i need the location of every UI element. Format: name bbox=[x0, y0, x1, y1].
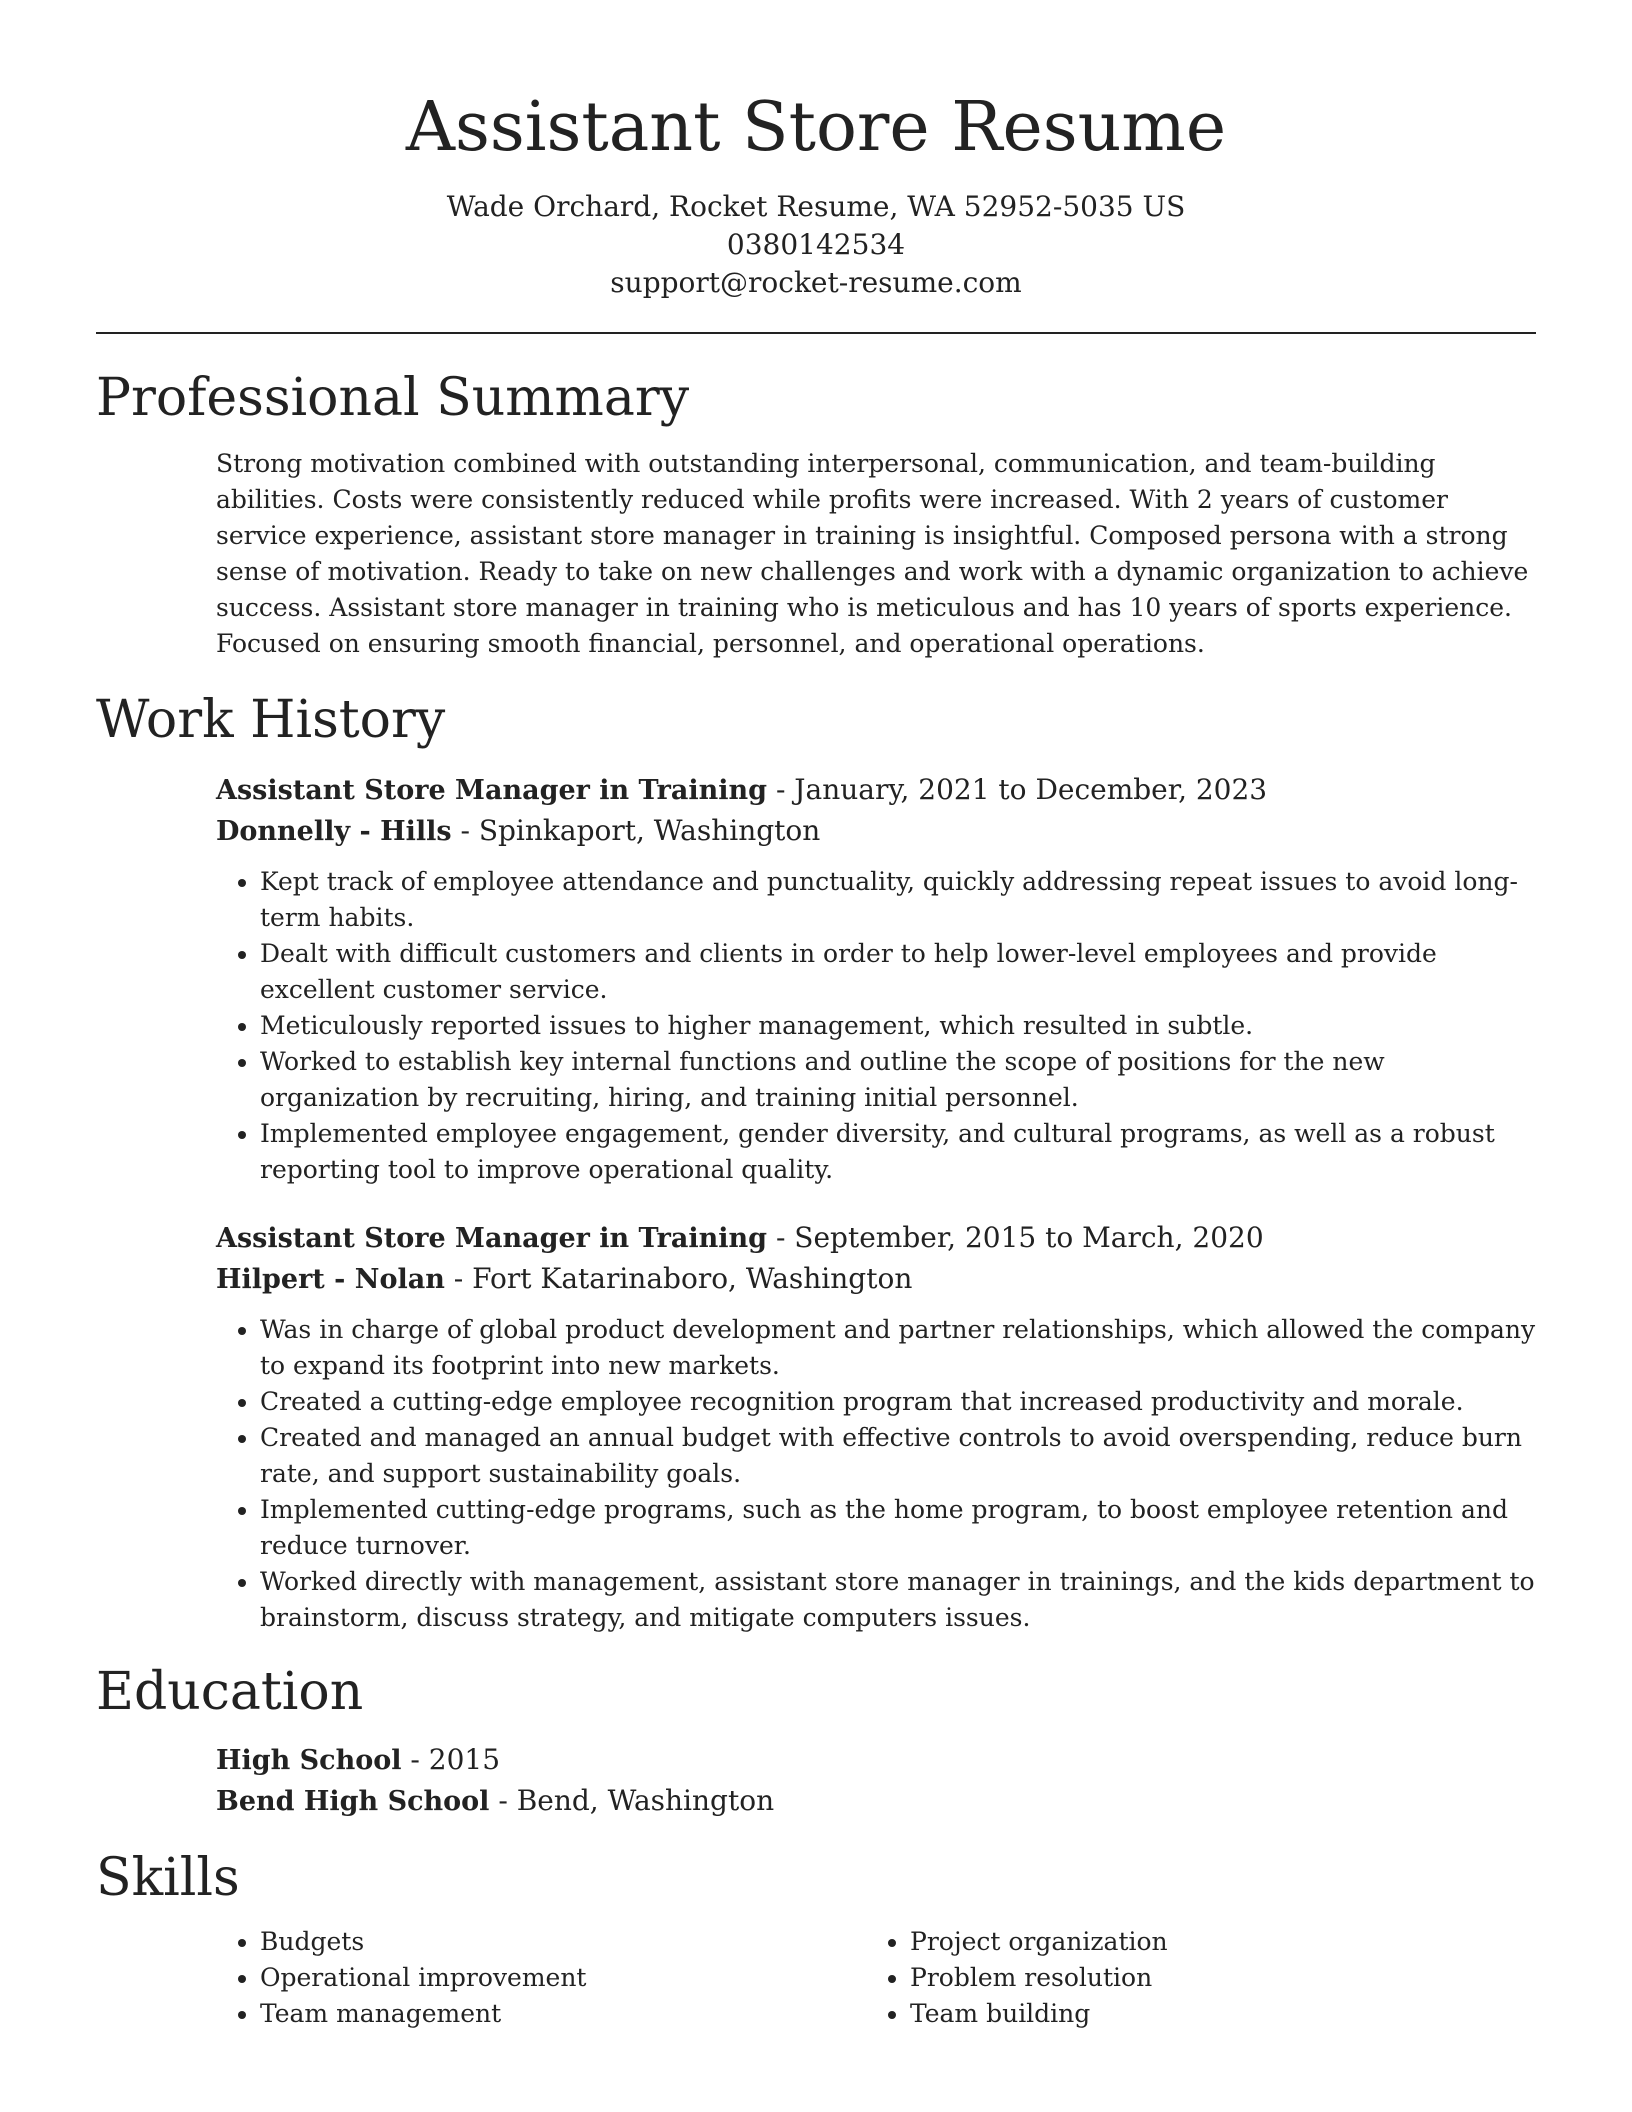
job-bullet: • Meticulously reported issues to higher management, which resulted in subtle. bbox=[260, 1008, 1536, 1044]
job-bullet: • Was in charge of global product development and partner relationships, which allowed the company to expand its footprint into new markets. bbox=[260, 1312, 1536, 1384]
skills-section bbox=[96, 1924, 1536, 2032]
job-bullet: • Created and managed an annual budget with effective controls to avoid overspending, reduce burn rate, and support sustainability goals. bbox=[260, 1420, 1536, 1492]
job-title: Assistant Store Manager in Training bbox=[216, 1223, 768, 1254]
skill-item: • Team management bbox=[260, 1996, 866, 2032]
job-company: Donnelly - Hills bbox=[216, 816, 452, 847]
job-entry bbox=[216, 770, 1536, 1188]
education-degree-line bbox=[216, 1740, 1536, 1781]
education-school: Bend High School bbox=[216, 1786, 490, 1817]
skill-item: • Budgets bbox=[260, 1924, 866, 1960]
contact-phone: 0380142534 bbox=[726, 228, 906, 261]
job-dates: - September, 2015 to March, 2020 bbox=[767, 1221, 1264, 1254]
skills-column-left bbox=[216, 1924, 866, 2032]
skill-item: • Operational improvement bbox=[260, 1960, 866, 1996]
job-location: - Fort Katarinaboro, Washington bbox=[444, 1262, 913, 1295]
job-bullet: • Worked to establish key internal functions and outline the scope of positions for the new organization by recruiting, hiring, and training initial personnel. bbox=[260, 1044, 1536, 1116]
skills-grid bbox=[216, 1924, 1536, 2032]
skill-item: • Problem resolution bbox=[910, 1960, 1516, 1996]
education-degree: High School bbox=[216, 1745, 402, 1776]
skill-item: • Project organization bbox=[910, 1924, 1516, 1960]
job-bullets bbox=[216, 864, 1536, 1188]
job-dates: - January, 2021 to December, 2023 bbox=[767, 773, 1268, 806]
work-history-heading: Work History bbox=[96, 690, 446, 750]
job-title-line bbox=[216, 1218, 1536, 1259]
job-bullet: • Created a cutting-edge employee recognition program that increased productivity and morale. bbox=[260, 1384, 1536, 1420]
summary-text: Strong motivation combined with outstanding interpersonal, communication, and team-building abilities. Costs were consistently reduced while profits were increased. With 2 years of customer service experience, assistant store manager in training is insightful. Composed persona with a strong sense of motivation. Ready to take on new challenges and work with a dynamic organization to achieve success. Assistant store manager in training who is meticulous and has 10 years of sports experience. Focused on ensuring smooth financial, personnel, and operational operations. bbox=[216, 449, 1529, 658]
skill-item: • Team building bbox=[910, 1996, 1516, 2032]
job-company-line bbox=[216, 1259, 1536, 1300]
education-location: - Bend, Washington bbox=[489, 1784, 775, 1817]
job-bullet: • Dealt with difficult customers and clients in order to help lower-level employees and provide excellent customer service. bbox=[260, 936, 1536, 1008]
resume-title: Assistant Store Resume bbox=[405, 88, 1227, 167]
education-heading: Education bbox=[96, 1662, 364, 1722]
resume-header bbox=[96, 0, 1536, 302]
work-history-section bbox=[96, 770, 1536, 1636]
contact-block bbox=[96, 188, 1536, 302]
summary-section bbox=[96, 446, 1536, 662]
contact-email: support@rocket-resume.com bbox=[610, 266, 1022, 299]
summary-heading: Professional Summary bbox=[96, 368, 690, 428]
job-bullet: • Implemented cutting-edge programs, such as the home program, to boost employee retention and reduce turnover. bbox=[260, 1492, 1536, 1564]
job-title: Assistant Store Manager in Training bbox=[216, 775, 768, 806]
contact-address: Wade Orchard, Rocket Resume, WA 52952-5035 US bbox=[446, 190, 1186, 223]
job-bullets bbox=[216, 1312, 1536, 1636]
job-bullet: • Worked directly with management, assistant store manager in trainings, and the kids department to brainstorm, discuss strategy, and mitigate computers issues. bbox=[260, 1564, 1536, 1636]
education-school-line bbox=[216, 1781, 1536, 1822]
job-entry bbox=[216, 1218, 1536, 1636]
job-company-line bbox=[216, 811, 1536, 852]
education-section bbox=[96, 1740, 1536, 1822]
skills-column-right bbox=[866, 1924, 1516, 2032]
job-title-line bbox=[216, 770, 1536, 811]
header-divider bbox=[96, 332, 1536, 334]
job-company: Hilpert - Nolan bbox=[216, 1264, 445, 1295]
skills-heading: Skills bbox=[96, 1848, 240, 1908]
job-bullet: • Kept track of employee attendance and punctuality, quickly addressing repeat issues to avoid long-term habits. bbox=[260, 864, 1536, 936]
education-year: - 2015 bbox=[401, 1743, 501, 1776]
job-location: - Spinkaport, Washington bbox=[451, 814, 821, 847]
job-bullet: • Implemented employee engagement, gender diversity, and cultural programs, as well as a robust reporting tool to improve operational quality. bbox=[260, 1116, 1536, 1188]
